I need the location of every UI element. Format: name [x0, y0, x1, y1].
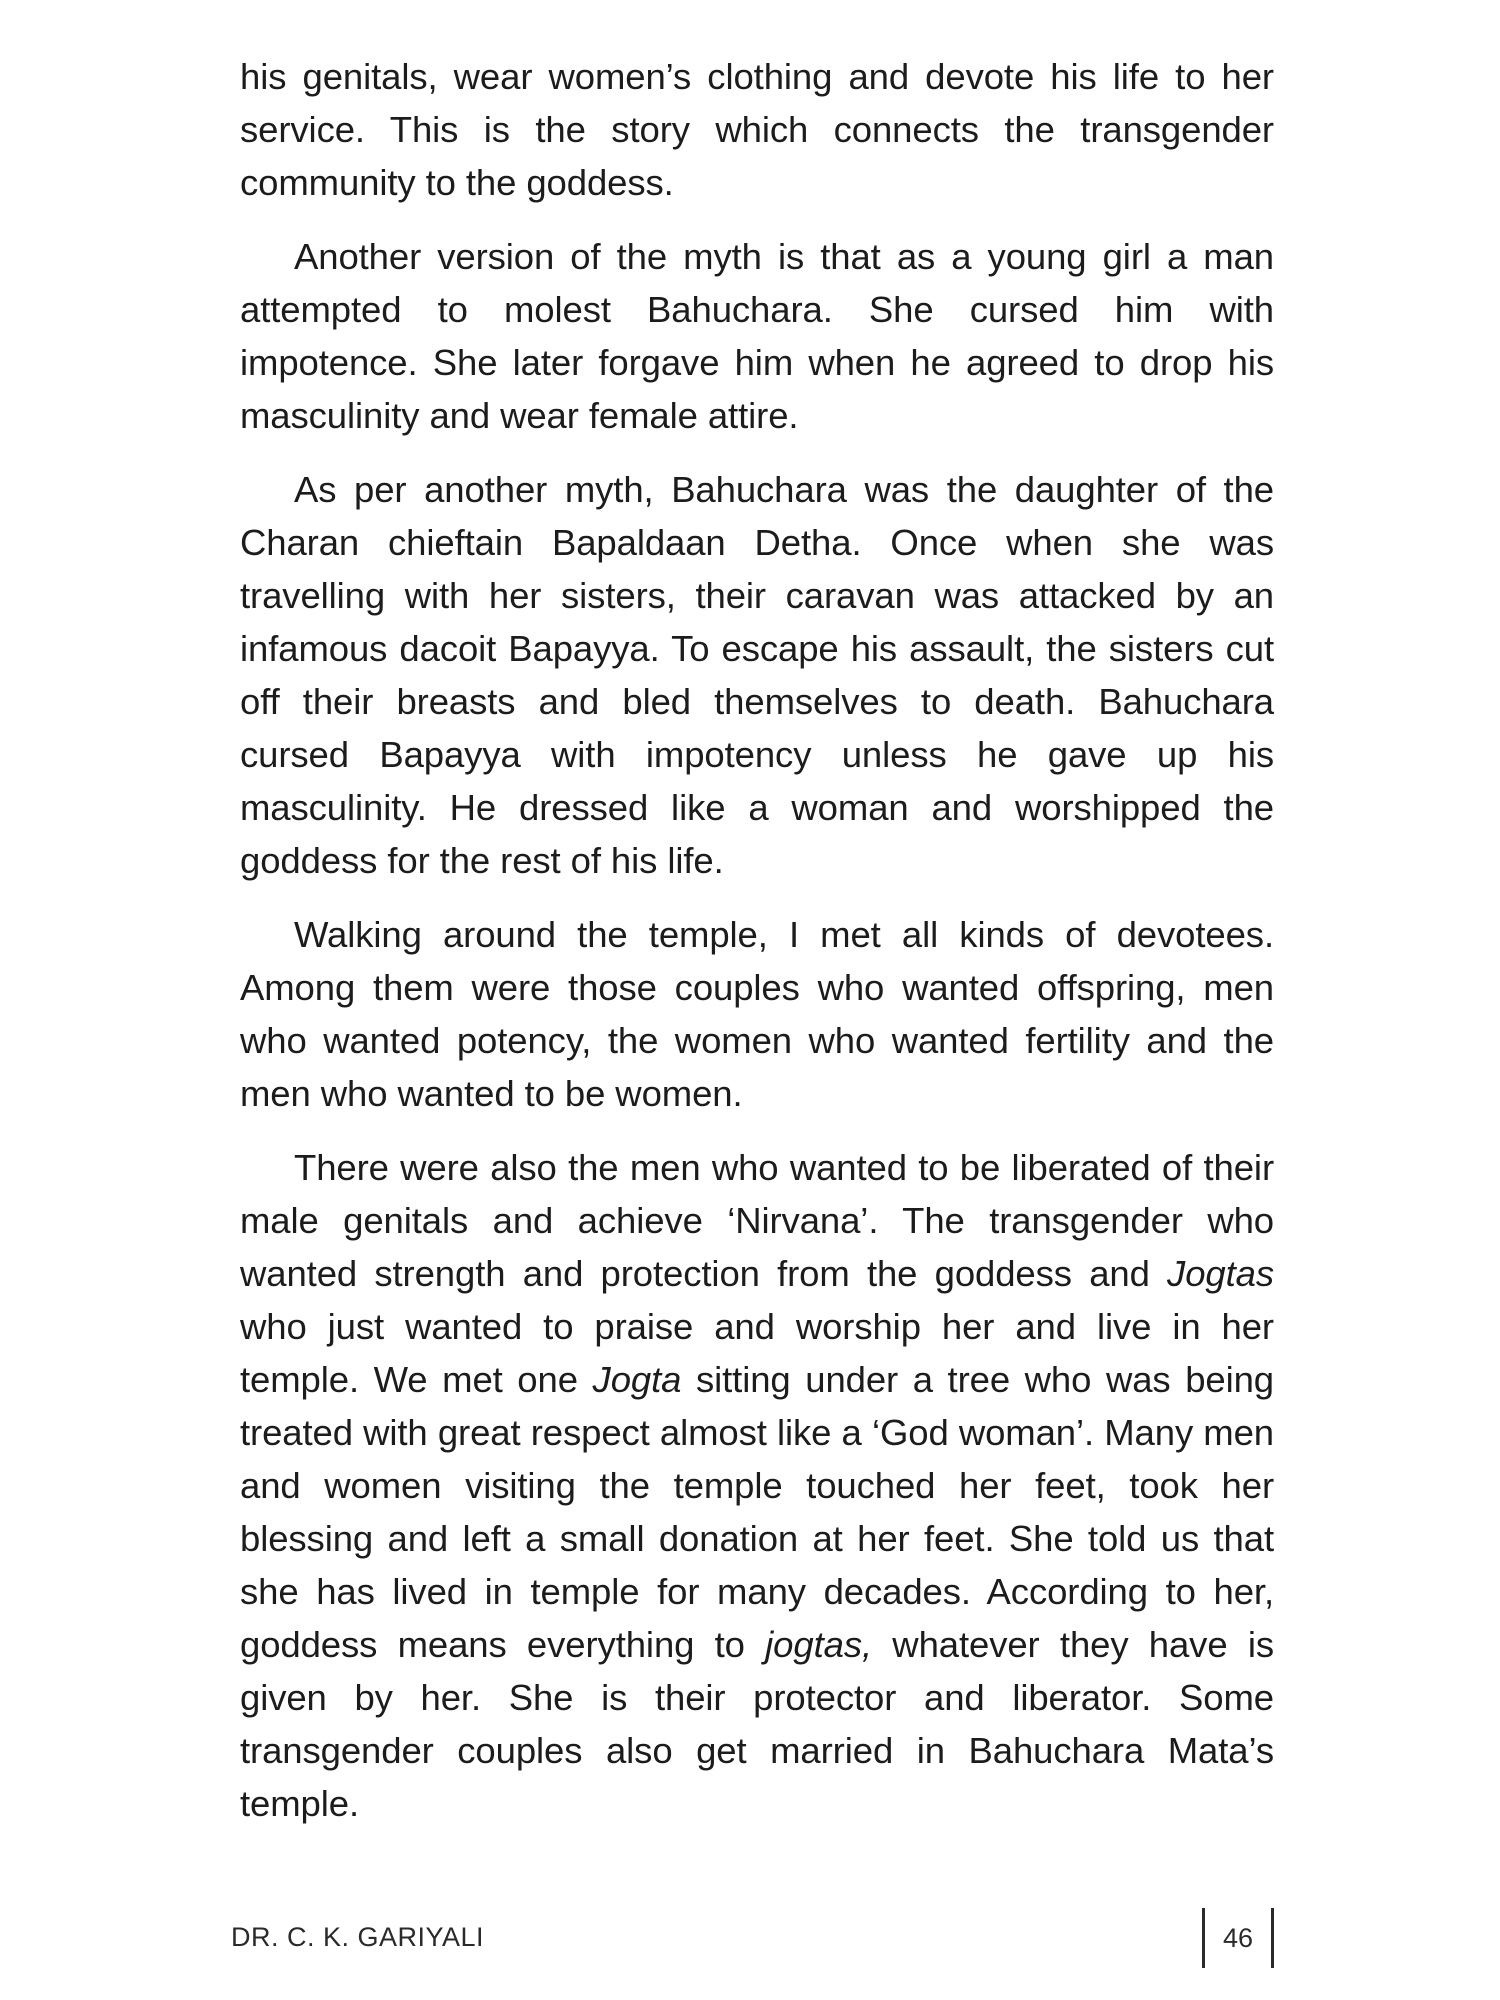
paragraph-1-text: his genitals, wear women’s clothing and devote his life to her service. This is the story which connects the transgender community to the goddess.	[240, 56, 1274, 203]
paragraph-5-text-d: whatever they have is given by her. She is their protector and liberator. Some transgender couples also get married in Bahuchara Mata’s temple.	[240, 1624, 1274, 1824]
paragraph-5-italic-jogtas-2: jogtas,	[765, 1624, 873, 1665]
paragraph-5-text-c: sitting under a tree who was being treated with great respect almost like a ‘God woman’. Many men and women visiting the temple touched her feet, took her blessing and left a small donation at her feet. She told us that she has lived in temple for many decades. According to her, goddess means everything to	[240, 1359, 1274, 1665]
footer-author: DR. C. K. GARIYALI	[231, 1922, 485, 1952]
paragraph-1	[240, 50, 1274, 209]
page-number: 46	[1222, 1922, 1253, 1953]
paragraph-2	[240, 230, 1274, 442]
page-number-box	[1202, 1908, 1274, 1968]
paragraph-5-italic-jogta: Jogta	[592, 1359, 682, 1400]
paragraph-3-text: As per another myth, Bahuchara was the daughter of the Charan chieftain Bapaldaan Detha. Once when she was travelling with her sisters, their caravan was attacked by an infamous dacoit Bapayya. To escape his assault, the sisters cut off their breasts and bled themselves to death. Bahuchara cursed Bapayya with impotency unless he gave up his masculinity. He dressed like a woman and worshipped the goddess for the rest of his life.	[240, 469, 1274, 881]
paragraph-3	[240, 463, 1274, 887]
paragraph-5-italic-jogtas: Jogtas	[1167, 1253, 1274, 1294]
page-footer	[231, 1908, 1274, 1968]
paragraph-4	[240, 908, 1274, 1120]
paragraph-2-text: Another version of the myth is that as a young girl a man attempted to molest Bahuchara. She cursed him with impotence. She later forgave him when he agreed to drop his masculinity and wear female attire.	[240, 236, 1274, 436]
page-body	[240, 50, 1274, 1851]
page-number-right-rule	[1271, 1908, 1274, 1968]
paragraph-5	[240, 1141, 1274, 1830]
paragraph-5-text-a: There were also the men who wanted to be liberated of their male genitals and achieve ‘Nirvana’. The transgender who wanted strength and protection from the goddess and	[240, 1147, 1274, 1294]
paragraph-4-text: Walking around the temple, I met all kinds of devotees. Among them were those couples who wanted offspring, men who wanted potency, the women who wanted fertility and the men who wanted to be women.	[240, 914, 1274, 1114]
paragraph-5-text-b: who just wanted to praise and worship her and live in her temple. We met one	[240, 1306, 1274, 1400]
